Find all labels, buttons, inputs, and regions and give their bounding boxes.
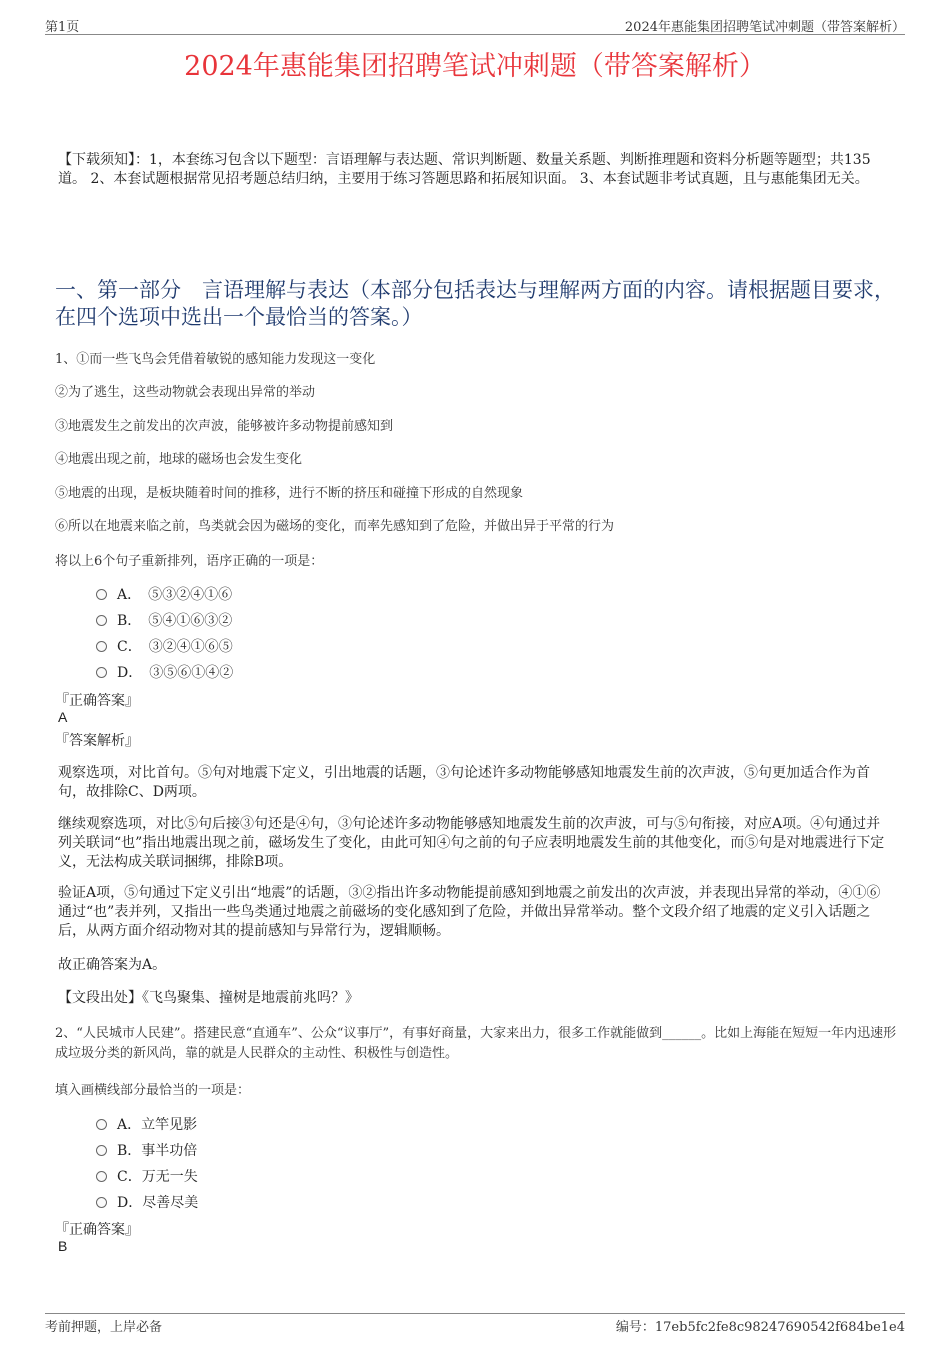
radio-icon[interactable]	[96, 667, 107, 678]
q1-analysis-label: 『答案解析』	[55, 733, 139, 749]
q1-prompt: 将以上6个句子重新排列，语序正确的一项是：	[55, 554, 324, 569]
q2-answer: B	[58, 1238, 68, 1254]
q1-line: ②为了逃生，这些动物就会表现出异常的举动	[55, 385, 316, 400]
q1-answer: A	[58, 709, 68, 725]
radio-icon[interactable]	[96, 615, 107, 626]
q1-analysis-paragraph: 验证A项，⑤句通过下定义引出“地震”的话题，③②指出许多动物能提前感知到地震之前发出的次声波，并表现出异常的举动，④①⑥通过“也”表并列，又指出一些鸟类通过地震之前磁场的变化感知到了危险，并做出异常举动。整个文段介绍了地震的定义引入话题之后，从两方面介绍动物对其的提前感知与异常行为，逻辑顺畅。	[58, 885, 881, 939]
q1-line: ④地震出现之前，地球的磁场也会发生变化	[55, 452, 303, 467]
radio-icon[interactable]	[96, 1145, 107, 1156]
q2-option-d[interactable]: D．尽善尽美	[96, 1192, 198, 1212]
page-number: 第1页	[45, 20, 80, 35]
document-title: 2024年惠能集团招聘笔试冲刺题（带答案解析）	[184, 51, 766, 82]
q1-option-c[interactable]: C． ③②④①⑥⑤	[96, 636, 233, 656]
q1-line: ⑤地震的出现，是板块随着时间的推移，进行不断的挤压和碰撞下形成的自然现象	[55, 486, 524, 501]
radio-icon[interactable]	[96, 1171, 107, 1182]
q1-line: 1、①而一些飞鸟会凭借着敏锐的感知能力发现这一变化	[55, 352, 376, 367]
radio-icon[interactable]	[96, 641, 107, 652]
q1-option-a[interactable]: A． ⑤③②④①⑥	[96, 584, 232, 604]
page-footer	[45, 1313, 905, 1334]
q1-answer-label: 『正确答案』	[55, 693, 139, 709]
radio-icon[interactable]	[96, 1197, 107, 1208]
q1-line: ⑥所以在地震来临之前，鸟类就会因为磁场的变化，而率先感知到了危险，并做出异于平常的行为	[55, 519, 615, 534]
q1-option-d[interactable]: D． ③⑤⑥①④②	[96, 662, 233, 682]
q1-analysis-paragraph: 继续观察选项，对比⑤句后接③句还是④句，③句论述许多动物能够感知地震发生前的次声波，可与⑤句衔接，对应A项。④句通过并列关联词“也”指出地震出现之前，磁场发生了变化，由此可知④句之前的句子应表明地震发生前的其他变化，而⑤句是对地震进行下定义，无法构成关联词捆绑，排除B项。	[58, 816, 885, 870]
footer-slogan: 考前押题，上岸必备	[45, 1320, 163, 1335]
q1-option-b[interactable]: B． ⑤④①⑥③②	[96, 610, 232, 630]
download-notice: 【下载须知】：1，本套练习包含以下题型：言语理解与表达题、常识判断题、数量关系题、判断推理题和资料分析题等题型；共135道。 2、本套试题根据常见招考题总结归纳，主要用于练习答题思路和拓展知识面。 3、本套试题非考试真题，且与惠能集团无关。	[58, 152, 871, 187]
q2-option-b[interactable]: B．事半功倍	[96, 1140, 197, 1160]
radio-icon[interactable]	[96, 589, 107, 600]
q2-option-c[interactable]: C．万无一失	[96, 1166, 198, 1186]
radio-icon[interactable]	[96, 1119, 107, 1130]
section-heading: 一、第一部分 言语理解与表达（本部分包括表达与理解两方面的内容。请根据题目要求，在四个选项中选出一个最恰当的答案。）	[55, 278, 895, 329]
q2-text: 2、“人民城市人民建”。搭建民意“直通车”、公众“议事厅”，有事好商量，大家来出力，很多工作就能做到______。比如上海能在短短一年内迅速形成垃圾分类的新风尚，靠的就是人民群众的主动性、积极性与创造性。	[55, 1026, 897, 1061]
header-doc-title: 2024年惠能集团招聘笔试冲刺题（带答案解析）	[624, 20, 905, 35]
footer-serial: 编号：17eb5fc2fe8c98247690542f684be1e4	[615, 1320, 905, 1335]
q2-option-a[interactable]: A．立竿见影	[96, 1114, 197, 1134]
q1-source: 【文段出处】《飞鸟聚集、撞树是地震前兆吗？》	[58, 990, 359, 1006]
page-header	[45, 14, 905, 35]
q2-answer-label: 『正确答案』	[55, 1222, 139, 1238]
q2-prompt: 填入画横线部分最恰当的一项是：	[55, 1083, 251, 1098]
q1-analysis-paragraph: 观察选项，对比首句。⑤句对地震下定义，引出地震的话题，③句论述许多动物能够感知地震发生前的次声波，⑤句更加适合作为首句，故排除C、D两项。	[58, 765, 870, 800]
q1-line: ③地震发生之前发出的次声波，能够被许多动物提前感知到	[55, 419, 394, 434]
q1-analysis-conclusion: 故正确答案为A。	[58, 957, 167, 973]
